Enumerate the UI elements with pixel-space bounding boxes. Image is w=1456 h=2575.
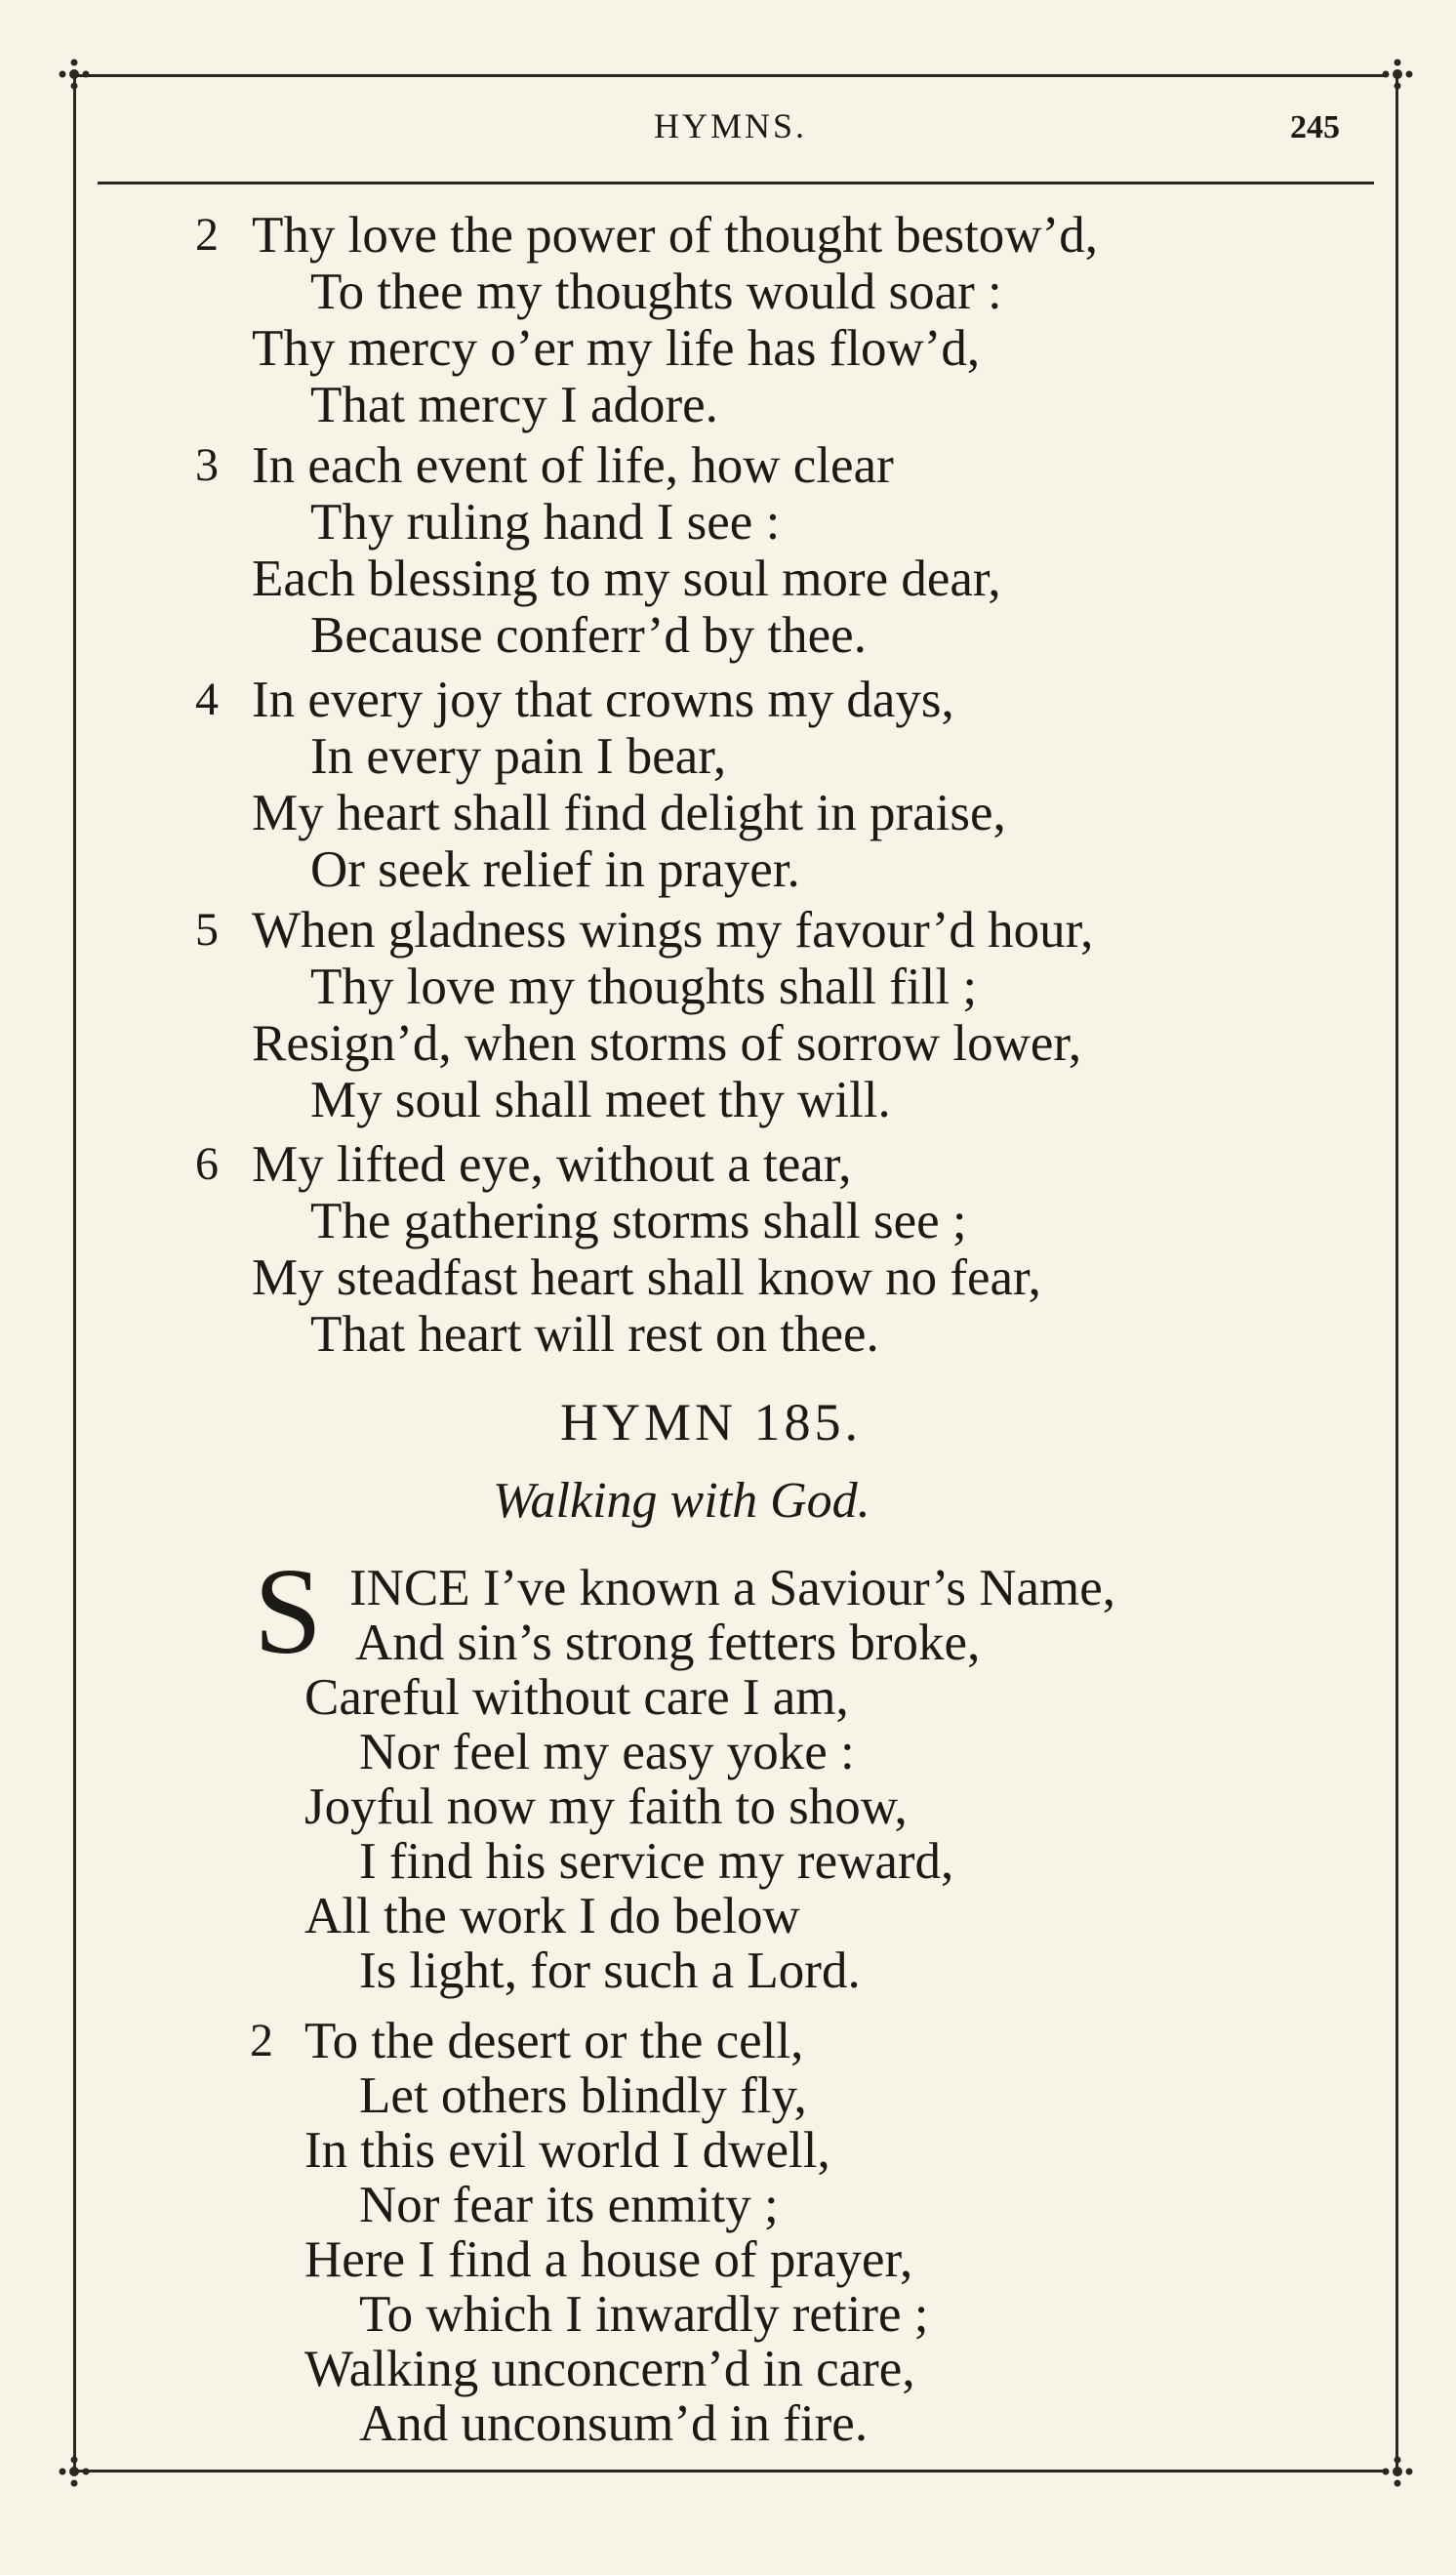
verse-line: My steadfast heart shall know no fear, [252,1249,1041,1306]
verse-line: Let others blindly fly, [359,2067,807,2124]
bottom-rule [70,2470,1386,2473]
verse-line: That mercy I adore. [310,377,718,433]
verse-line: Thy ruling hand I see : [310,494,781,551]
page-number: 245 [1290,109,1340,145]
verse-line: My heart shall find delight in praise, [252,785,1006,841]
drop-cap: S [254,1544,323,1680]
verse-line: To thee my thoughts would soar : [310,264,1002,320]
verse-line: Thy love the power of thought bestow’d, [252,207,1098,264]
stanza-number: 3 [195,439,219,491]
verse-line: I find his service my reward, [359,1833,954,1890]
verse-line: Walking unconcern’d in care, [304,2341,915,2397]
stanza-number: 2 [250,2015,273,2066]
left-rule [73,78,76,2472]
verse-line: Nor fear its enmity ; [359,2177,779,2233]
verse-line: To the desert or the cell, [304,2013,804,2069]
top-rule [70,74,1386,77]
corner-ornament-icon [1378,55,1417,94]
verse-line: Thy mercy o’er my life has flow’d, [252,320,981,377]
stanza-number: 2 [195,209,219,261]
verse-line: And sin’s strong fetters broke, [355,1614,981,1671]
verse-line: The gathering storms shall see ; [310,1193,967,1249]
right-rule [1395,78,1398,2472]
verse-line: Resign’d, when storms of sorrow lower, [252,1015,1082,1072]
verse-line: In this evil world I dwell, [304,2122,830,2179]
verse-line: Thy love my thoughts shall fill ; [310,959,978,1015]
verse-line: Because conferr’d by thee. [310,607,867,664]
running-title: HYMNS. [654,106,808,145]
corner-ornament-icon [1378,2452,1417,2491]
stanza-number: 6 [195,1138,219,1190]
stanza-number: 4 [195,674,219,725]
verse-line: And unconsum’d in fire. [359,2395,869,2452]
verse-line: When gladness wings my favour’d hour, [252,902,1094,959]
verse-line: In every joy that crowns my days, [252,672,954,728]
verse-line: Joyful now my faith to show, [304,1778,908,1835]
verse-line: In each event of life, how clear [252,437,894,494]
hymn-subtitle: Walking with God. [493,1473,870,1529]
running-header [0,105,1456,154]
stanza-number: 5 [195,904,219,956]
verse-line: In every pain I bear, [310,728,727,785]
verse-line: To which I inwardly retire ; [359,2286,929,2343]
verse-line: All the work I do below [304,1888,800,1944]
verse-line: Each blessing to my soul more dear, [252,551,1001,607]
verse-line: Here I find a house of prayer, [304,2231,913,2288]
verse-line: My lifted eye, without a tear, [252,1136,852,1193]
hymn-title: HYMN 185. [560,1393,863,1451]
verse-line: That heart will rest on thee. [310,1306,879,1363]
corner-ornament-icon [55,55,94,94]
verse-line: My soul shall meet thy will. [310,1072,891,1128]
verse-line: Is light, for such a Lord. [359,1942,861,1999]
corner-ornament-icon [55,2452,94,2491]
verse-line: Careful without care I am, [304,1669,849,1726]
verse-line: Or seek relief in prayer. [310,841,800,898]
header-rule [98,182,1374,184]
verse-line: Nor feel my easy yoke : [359,1724,855,1780]
verse-line: INCE I’ve known a Saviour’s Name, [349,1560,1116,1616]
